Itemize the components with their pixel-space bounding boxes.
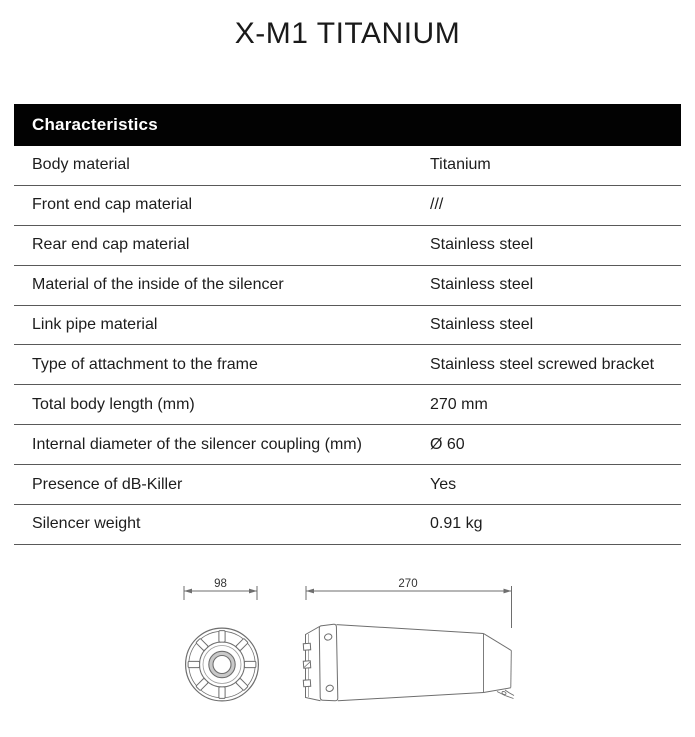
row-value: 0.91 kg xyxy=(430,515,483,533)
table-row xyxy=(14,186,681,226)
front-view-drawing xyxy=(184,586,258,701)
side-view-end-plate xyxy=(319,624,338,700)
table-row xyxy=(14,385,681,425)
table-row xyxy=(14,226,681,266)
technical-drawings xyxy=(0,560,695,737)
row-label: Silencer weight xyxy=(32,515,141,533)
table-row xyxy=(14,345,681,385)
row-value: Stainless steel screwed bracket xyxy=(430,355,655,373)
side-view-body xyxy=(337,625,512,701)
table-row xyxy=(14,266,681,306)
row-value: Stainless steel xyxy=(430,276,534,294)
row-label: Rear end cap material xyxy=(32,236,190,254)
row-label: Total body length (mm) xyxy=(32,395,195,413)
row-label: Presence of dB-Killer xyxy=(32,475,183,493)
table-row xyxy=(14,425,681,465)
front-view-vanes xyxy=(188,631,256,699)
page-title: X-M1 TITANIUM xyxy=(234,17,461,50)
table-header-label: Characteristics xyxy=(32,115,158,134)
table-row xyxy=(14,505,681,545)
side-view-flange xyxy=(303,627,320,701)
side-view-dimension xyxy=(306,586,512,628)
row-value: 270 mm xyxy=(430,395,488,413)
row-value: Stainless steel xyxy=(430,316,534,333)
table-row xyxy=(14,146,681,186)
table-header xyxy=(14,104,681,146)
row-label: Link pipe material xyxy=(32,316,158,333)
side-view-outlet-bracket xyxy=(497,690,514,699)
table-row xyxy=(14,465,681,505)
front-view-dimension-label: 98 xyxy=(214,578,227,590)
table-row xyxy=(14,306,681,346)
row-label: Body material xyxy=(32,156,130,174)
row-value: Ø 60 xyxy=(430,435,465,453)
characteristics-table xyxy=(14,104,681,545)
side-view-drawing xyxy=(303,586,514,701)
row-value: Yes xyxy=(430,475,457,493)
row-label: Internal diameter of the silencer coupling (mm) xyxy=(32,435,362,453)
row-value: Stainless steel xyxy=(430,236,534,254)
row-label: Front end cap material xyxy=(32,196,193,214)
row-label: Type of attachment to the frame xyxy=(32,355,258,373)
row-label: Material of the inside of the silencer xyxy=(32,276,284,294)
row-value: Titanium xyxy=(430,156,491,174)
side-view-dimension-label: 270 xyxy=(398,578,418,590)
row-value: /// xyxy=(430,196,444,214)
